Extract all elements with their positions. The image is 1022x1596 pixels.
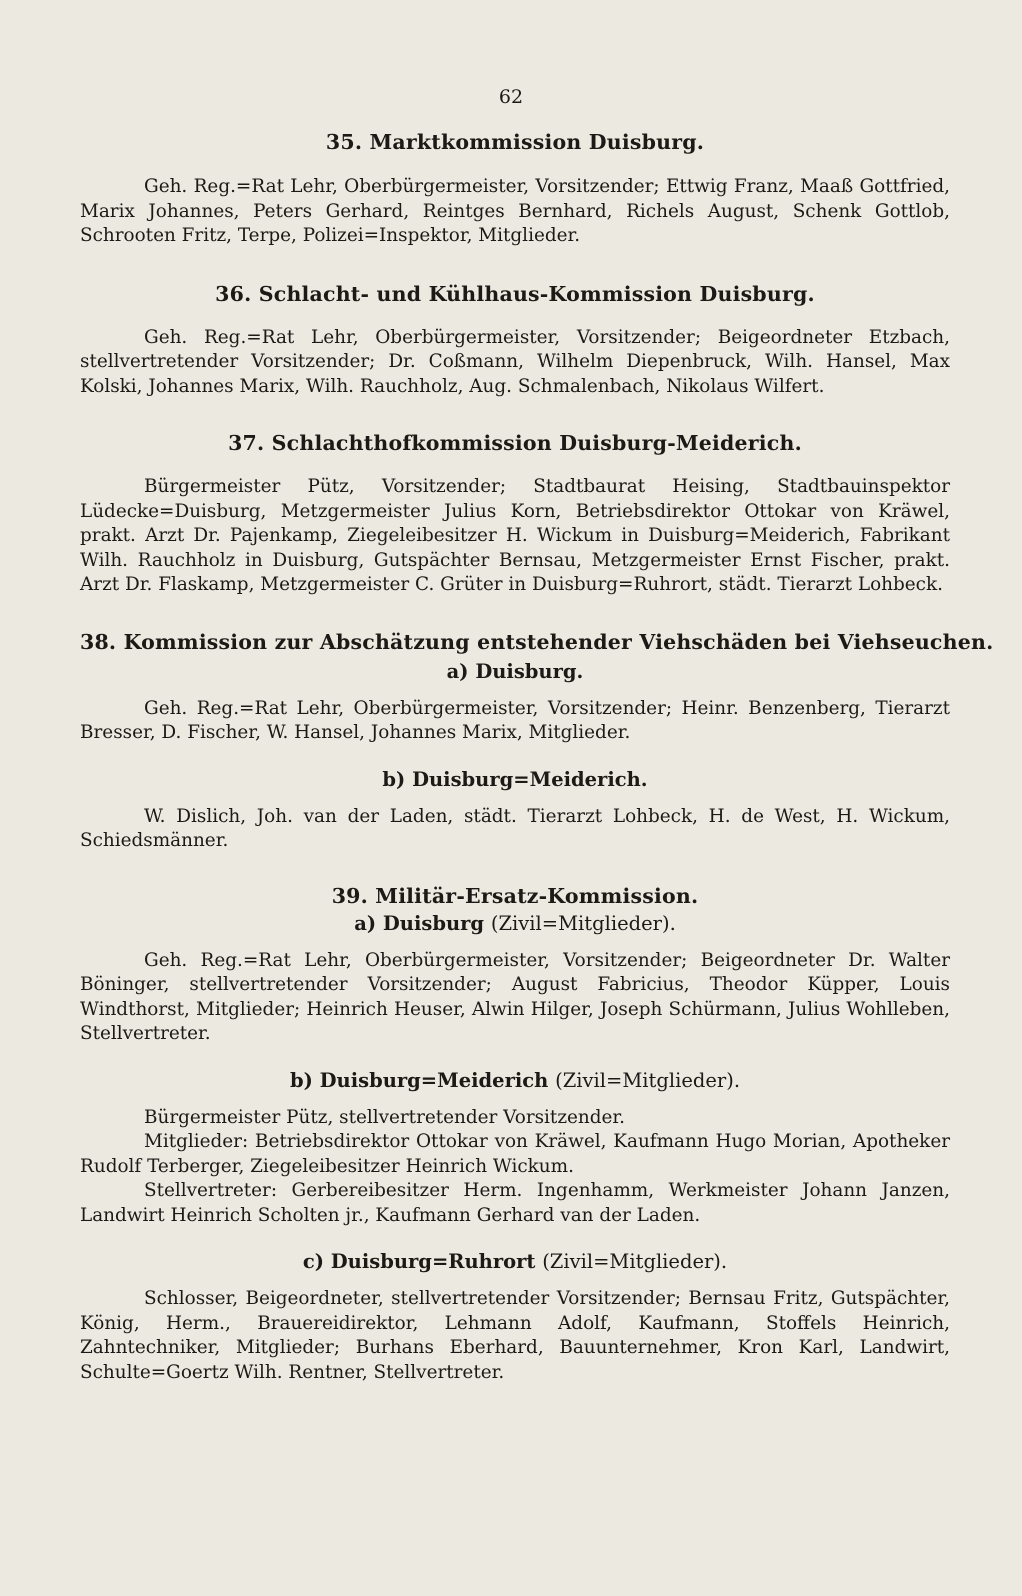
subsection-note: (Zivil=Mitglieder). [490,911,676,935]
subsection-body: W. Dislich, Joh. van der Laden, städt. Tierarzt Lohbeck, H. de West, H. Wickum, Schiedsmänner. [80,805,950,851]
section-body: Geh. Reg.=Rat Lehr, Oberbürgermeister, Vorsitzender; Ettwig Franz, Maaß Gottfried, Marix Johannes, Peters Gerhard, Reintges Bernhard, Richels August, Schenk Gottlob, Schrooten Fritz, Terpe, Polizei=Inspektor, Mitglieder. [80,176,950,246]
subsection-label: c) Duisburg=Ruhrort [302,1250,536,1273]
subsection-body: Mitglieder: Betriebsdirektor Ottokar von Kräwel, Kaufmann Hugo Morian, Apotheker Rudolf Terberger, Ziegeleibesitzer Heinrich Wickum. [80,1131,950,1177]
subsection-label: b) Duisburg=Meiderich [289,1068,549,1092]
subsection-label: a) Duisburg. [446,659,584,683]
subsection-body: Stellvertreter: Gerbereibesitzer Herm. Ingenhamm, Werkmeister Johann Janzen, Landwirt Heinrich Scholten jr., Kaufmann Gerhard van der Laden. [80,1180,950,1226]
section-title: 39. Militär-Ersatz-Kommission. [331,883,699,908]
subsection-body: Geh. Reg.=Rat Lehr, Oberbürgermeister, Vorsitzender; Heinr. Benzenberg, Tierarzt Bresser, D. Fischer, W. Hansel, Johannes Marix, Mitglieder. [80,697,950,743]
section-36 [80,282,950,400]
section-37 [80,431,950,598]
page-number: 62 [498,86,524,108]
subsection-title [80,660,950,683]
section-35 [80,130,950,249]
subsection-label: a) Duisburg [354,911,485,935]
subsection-note: (Zivil=Mitglieder). [542,1250,728,1273]
section-39 [80,884,950,1386]
subsection-title [80,1250,950,1273]
subsection-body: Bürgermeister Pütz, stellvertretender Vorsitzender. [144,1106,626,1128]
section-title: 38. Kommission zur Abschätzung entstehender Viehschäden bei Viehseuchen. [80,629,994,654]
page-content [80,130,994,1385]
subsection-title [80,912,950,935]
subsection-title [80,768,950,791]
subsection-label: b) Duisburg=Meiderich. [382,767,648,791]
section-body: Geh. Reg.=Rat Lehr, Oberbürgermeister, Vorsitzender; Beigeordneter Etzbach, stellvertretender Vorsitzender; Dr. Coßmann, Wilhelm Diepenbruck, Wilh. Hansel, Max Kolski, Johannes Marix, Wilh. Rauchholz, Aug. Schmalenbach, Nikolaus Wilfert. [80,326,950,397]
section-38 [80,629,994,854]
subsection-title [80,1069,950,1092]
section-title: 36. Schlacht- und Kühlhaus-Kommission Duisburg. [215,281,815,306]
subsection-note: (Zivil=Mitglieder). [555,1068,741,1092]
section-title: 37. Schlachthofkommission Duisburg-Meiderich. [228,431,802,455]
subsection-body: Schlosser, Beigeordneter, stellvertretender Vorsitzender; Bernsau Fritz, Gutspächter, König, Herm., Brauereidirektor, Lehmann Adolf, Kaufmann, Stoffels Heinrich, Zahntechniker, Mitglieder; Burhans Eberhard, Bauunternehmer, Kron Karl, Landwirt, Schulte=Goertz Wilh. Rentner, Stellvertreter. [80,1288,950,1383]
section-body: Bürgermeister Pütz, Vorsitzender; Stadtbaurat Heising, Stadtbauinspektor Lüdecke=Duisburg, Metzgermeister Julius Korn, Betriebsdirektor Ottokar von Kräwel, prakt. Arzt Dr. Pajenkamp, Ziegeleibesitzer H. Wickum in Duisburg=Meiderich, Fabrikant Wilh. Rauchholz in Duisburg, Gutspächter Bernsau, Metzgermeister Ernst Fischer, prakt. Arzt Dr. Flaskamp, Metzgermeister C. Grüter in Duisburg=Ruhrort, städt. Tierarzt Lohbeck. [80,476,950,595]
subsection-body: Geh. Reg.=Rat Lehr, Oberbürgermeister, Vorsitzender; Beigeordneter Dr. Walter Böninger, stellvertretender Vorsitzender; August Fabricius, Theodor Küpper, Louis Windthorst, Mitglieder; Heinrich Heuser, Alwin Hilger, Joseph Schürmann, Julius Wohlleben, Stellvertreter. [80,949,950,1044]
section-title: 35. Marktkommission Duisburg. [325,130,705,154]
